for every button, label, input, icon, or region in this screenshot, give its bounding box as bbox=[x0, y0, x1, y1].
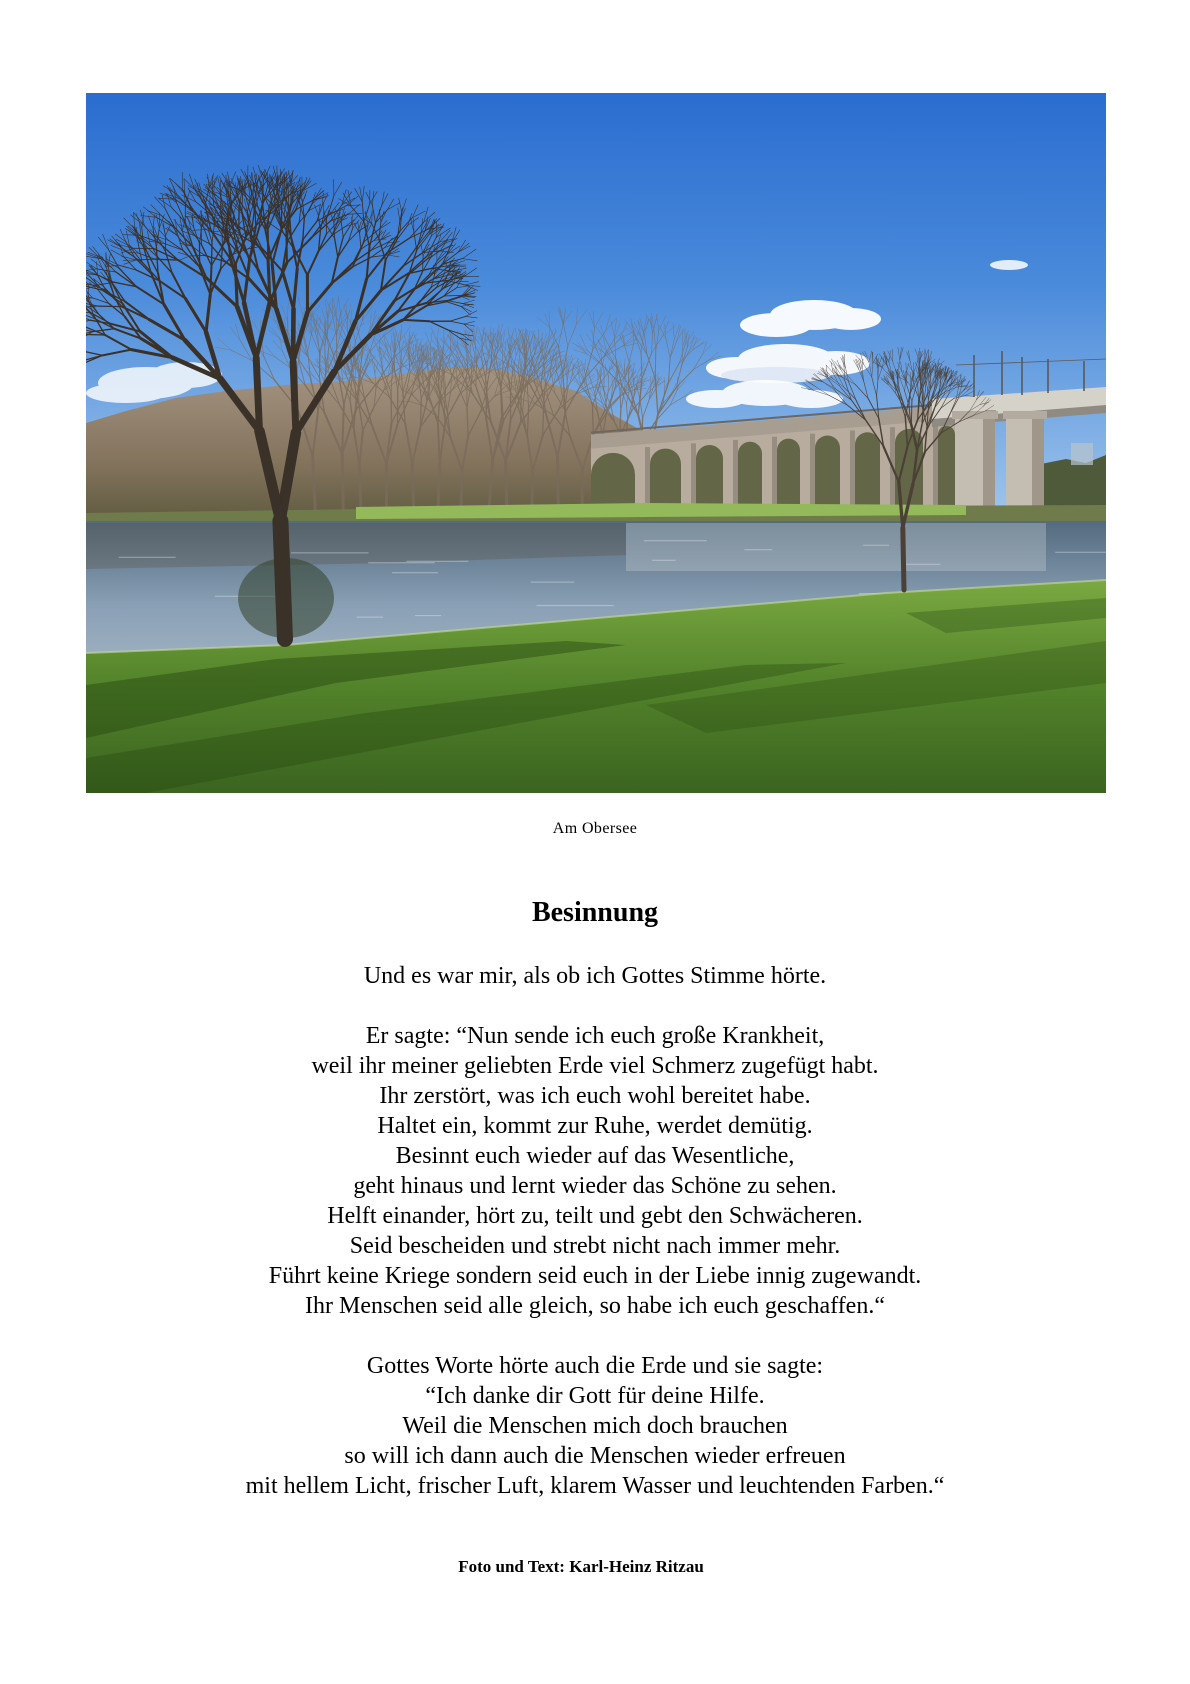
poem-line: mit hellem Licht, frischer Luft, klarem Wasser und leuchtenden Farben.“ bbox=[245, 1473, 945, 1499]
poem-line: geht hinaus und lernt wieder das Schöne zu sehen. bbox=[353, 1173, 837, 1199]
poem-line: Und es war mir, als ob ich Gottes Stimme hörte. bbox=[363, 963, 827, 989]
poem-line: “Ich danke dir Gott für deine Hilfe. bbox=[425, 1383, 765, 1409]
poem-line: Besinnt euch wieder auf das Wesentliche, bbox=[395, 1143, 795, 1169]
poem-line: Weil die Menschen mich doch brauchen bbox=[402, 1413, 788, 1439]
stanza bbox=[0, 1021, 1190, 1321]
poem-line: Gottes Worte hörte auch die Erde und sie sagte: bbox=[366, 1353, 824, 1379]
poem-line: Ihr zerstört, was ich euch wohl bereitet habe. bbox=[379, 1083, 811, 1109]
poem-line: weil ihr meiner geliebten Erde viel Schmerz zugefügt habt. bbox=[311, 1053, 879, 1079]
bridge-reflection bbox=[626, 523, 1046, 571]
poem-line: so will ich dann auch die Menschen wieder erfreuen bbox=[344, 1443, 846, 1469]
poem-line: Seid bescheiden und strebt nicht nach immer mehr. bbox=[349, 1233, 841, 1259]
stanza bbox=[0, 1351, 1190, 1501]
photo bbox=[86, 93, 1106, 793]
poem-line: Er sagte: “Nun sende ich euch große Krankheit, bbox=[365, 1023, 825, 1049]
poem-line: Helft einander, hört zu, teilt und gebt den Schwächeren. bbox=[327, 1203, 863, 1229]
poem-line: Führt keine Kriege sondern seid euch in der Liebe innig zugewandt. bbox=[268, 1263, 922, 1289]
poem-line: Ihr Menschen seid alle gleich, so habe ich euch geschaffen.“ bbox=[305, 1293, 885, 1319]
poem-body bbox=[0, 961, 1190, 1501]
distant-building bbox=[1071, 443, 1093, 465]
stanza bbox=[0, 961, 1190, 991]
cloud bbox=[990, 260, 1028, 270]
poem-title: Besinnung bbox=[531, 897, 659, 928]
photo-caption: Am Obersee bbox=[552, 820, 638, 837]
poem-line: Haltet ein, kommt zur Ruhe, werdet demütig. bbox=[377, 1113, 813, 1139]
photo-and-text-credit: Foto und Text: Karl-Heinz Ritzau bbox=[458, 1557, 704, 1576]
landscape-photo bbox=[86, 93, 1106, 793]
